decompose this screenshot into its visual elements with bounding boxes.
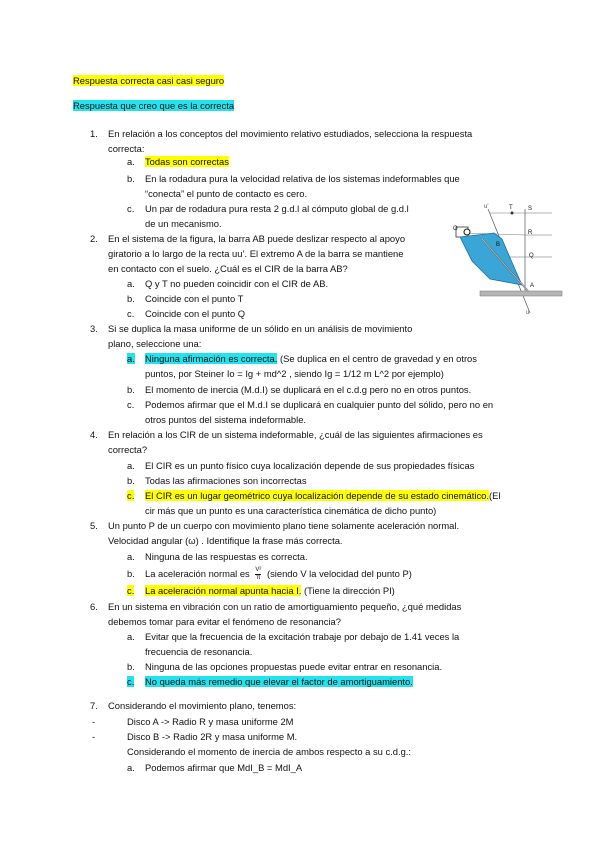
q7-number: 7. xyxy=(90,700,98,711)
q1-option-a-letter: a. xyxy=(127,156,135,167)
q3-option-a-letter: a. xyxy=(127,353,135,364)
q4-option-c-line2: cir más que un punto es una característica cinemática de dicho punto) xyxy=(145,505,437,516)
q5-option-a-letter: a. xyxy=(127,551,135,562)
q7-dash-2: - xyxy=(92,731,96,742)
ground xyxy=(480,291,562,296)
q6-option-a-letter: a. xyxy=(127,631,135,642)
label-t: T xyxy=(509,205,513,211)
q2-option-c: Coincide con el punto Q xyxy=(145,308,246,319)
q1-option-b-letter: b. xyxy=(127,173,135,184)
q3-option-b: El momento de inercia (M.d.I) se duplicará en el c.d.g pero no en otros puntos. xyxy=(145,384,472,395)
q2-text-line1: En el sistema de la figura, la barra AB puede deslizar respecto al apoyo xyxy=(108,233,406,244)
q3-option-a-line2: puntos, por Steiner Io = Ig + md^2 , siendo Ig = 1/12 m L^2 por ejemplo) xyxy=(145,368,444,379)
q4-option-c-line1: El CIR es un lugar geométrico cuya localización depende de su estado cinemático.(El xyxy=(145,490,501,501)
q1-text-line2: correcta: xyxy=(108,143,145,154)
q4-number: 4. xyxy=(90,429,98,440)
q1-text-line1: En relación a los conceptos del movimiento relativo estudiados, selecciona la respuesta xyxy=(108,128,473,139)
q4-option-a-letter: a. xyxy=(127,460,135,471)
q6-number: 6. xyxy=(90,601,98,612)
q2-text-line2: giratorio a lo largo de la recta uu’. El extremo A de la barra se mantiene xyxy=(108,248,404,259)
q4-option-b: Todas las afirmaciones son incorrectas xyxy=(145,475,307,486)
label-r: R xyxy=(528,230,533,236)
label-o: O xyxy=(453,226,458,232)
legend-sure: Respuesta correcta casi casi seguro xyxy=(73,75,225,86)
q6-option-c: No queda más remedio que elevar el factor de amortiguamiento. xyxy=(145,676,413,687)
label-u-prime: u' xyxy=(484,204,489,210)
q3-option-b-letter: b. xyxy=(127,384,135,395)
q6-option-b-letter: b. xyxy=(127,661,135,672)
q6-option-b: Ninguna de las opciones propuestas puede evitar entrar en resonancia. xyxy=(145,661,443,672)
mechanism-diagram xyxy=(452,205,564,320)
q5-number: 5. xyxy=(90,520,98,531)
q3-option-c-letter: c. xyxy=(127,399,135,410)
q1-option-b-line1: En la rodadura pura la velocidad relativa de los sistemas indeformables que xyxy=(145,173,460,184)
label-s: S xyxy=(528,206,533,212)
q7-text-line4: Considerando el momento de inercia de ambos respecto a su c.d.g.: xyxy=(127,746,412,757)
mechanism-figure xyxy=(452,205,564,320)
q7-dash-1: - xyxy=(92,716,96,727)
q4-option-a: El CIR es un punto físico cuya localización depende de sus propiedades físicas xyxy=(145,460,475,471)
q4-option-c-letter: c. xyxy=(127,490,135,501)
q1-number: 1. xyxy=(90,128,98,139)
q3-number: 3. xyxy=(90,323,98,334)
q5-option-b: La aceleración normal es $\frac{\text{V²}}{\pi}$ (siendo V la velocidad del punto P) xyxy=(145,567,412,582)
q2-option-a: Q y T no pueden coincidir con el CIR de AB. xyxy=(145,278,329,289)
label-b: B xyxy=(496,242,501,248)
pivot-o xyxy=(464,229,470,235)
q1-option-c-letter: c. xyxy=(127,203,135,214)
q1-option-b-line2: “conecta” el punto de contacto es cero. xyxy=(145,188,308,199)
q5-option-b-letter: b. xyxy=(127,568,135,579)
q3-text-line2: plano, seleccione una: xyxy=(108,338,202,349)
q6-option-a-line1: Evitar que la frecuencia de la excitación trabaje por debajo de 1.41 veces la xyxy=(145,631,460,642)
q6-text-line2: debemos tomar para evitar el fenómeno de resonancia? xyxy=(108,616,341,627)
q5-option-c: La aceleración normal apunta hacia I. (Tiene la dirección PI) xyxy=(145,585,395,596)
q6-option-a-line2: frecuencia de resonancia. xyxy=(145,646,253,657)
label-u: u xyxy=(526,310,530,316)
q6-text-line1: En un sistema en vibración con un ratio de amortiguamiento pequeño, ¿qué medidas xyxy=(108,601,462,612)
q5-option-a: Ninguna de las respuestas es correcta. xyxy=(145,551,308,562)
q4-option-b-letter: b. xyxy=(127,475,135,486)
q2-number: 2. xyxy=(90,233,98,244)
q3-option-a-line1: Ninguna afirmación es correcta. (Se duplica en el centro de gravedad y en otros xyxy=(145,353,477,364)
q5-text-line2: Velocidad angular (ω) . Identifique la frase más correcta. xyxy=(108,535,343,546)
q7-disco-a: Disco A -> Radio R y masa uniforme 2M xyxy=(127,716,294,727)
q7-option-a-letter: a. xyxy=(127,762,135,773)
fraction-v2-over-pi: $\frac{\text{V²}}{\pi}$ xyxy=(255,567,262,582)
q7-option-a: Podemos afirmar que MdI_B = MdI_A xyxy=(145,762,303,773)
legend-think: Respuesta que creo que es la correcta xyxy=(73,100,235,111)
q5-option-c-letter: c. xyxy=(127,585,135,596)
q6-option-c-letter: c. xyxy=(127,676,135,687)
q1-option-a: Todas son correctas xyxy=(145,156,229,167)
q4-text-line1: En relación a los CIR de un sistema indeformable, ¿cuál de las siguientes afirmaciones es xyxy=(108,429,483,440)
q2-option-b: Coincide con el punto T xyxy=(145,293,244,304)
q7-disco-b: Disco B -> Radio 2R y masa uniforme M. xyxy=(127,731,298,742)
q7-text-line1: Considerando el movimiento plano, tenemos: xyxy=(108,700,297,711)
q5-text-line1: Un punto P de un cuerpo con movimiento plano tiene solamente aceleración normal. xyxy=(108,520,460,531)
q3-option-c-line1: Podemos afirmar que el M.d.I se duplicará en cualquier punto del sólido, pero no en xyxy=(145,399,494,410)
q2-option-b-letter: b. xyxy=(127,293,135,304)
q4-text-line2: correcta? xyxy=(108,444,148,455)
q1-option-c-line2: de un mecanismo. xyxy=(145,218,222,229)
q2-option-a-letter: a. xyxy=(127,278,135,289)
label-q: Q xyxy=(529,253,534,259)
q2-option-c-letter: c. xyxy=(127,308,135,319)
label-a: A xyxy=(530,283,535,289)
q3-option-c-line2: otros puntos del sistema indeformable. xyxy=(145,414,307,425)
q3-text-line1: Si se duplica la masa uniforme de un sólido en un análisis de movimiento xyxy=(108,323,413,334)
q2-text-line3: en contacto con el suelo. ¿Cuál es el CIR de la barra AB? xyxy=(108,263,348,274)
q1-option-c-line1: Un par de rodadura pura resta 2 g.d.l al cómputo global de g.d.l xyxy=(145,203,409,214)
